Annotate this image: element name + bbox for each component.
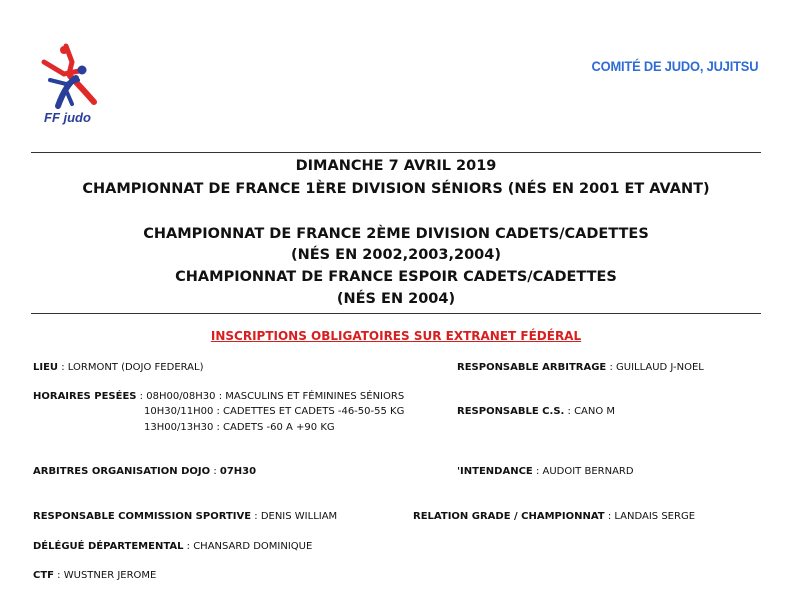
arbitres-value: 07H30 bbox=[219, 466, 257, 477]
arbitrage-label: RESPONSABLE ARBITRAGE bbox=[457, 362, 607, 373]
top-divider bbox=[31, 152, 761, 153]
title-cadets-2eme: CHAMPIONNAT DE FRANCE 2ÈME DIVISION CADETS/CADETTES bbox=[143, 226, 649, 242]
cs-label: RESPONSABLE C.S. bbox=[457, 406, 565, 417]
arbitres-line: ARBITRES ORGANISATION DOJO : 07H30 bbox=[33, 466, 257, 477]
title-espoir-years: (NÉS EN 2004) bbox=[336, 291, 456, 307]
ctf-line: CTF : WUSTNER JEROME bbox=[33, 570, 157, 581]
organization-name: COMITÉ DE JUDO, JUJITSU bbox=[591, 58, 758, 74]
intendance-line: 'INTENDANCE : AUDOIT BERNARD bbox=[457, 466, 634, 477]
horaires-line-3: 13H00/13H30 : CADETS -60 A +90 KG bbox=[144, 422, 335, 433]
commission-label: RESPONSABLE COMMISSION SPORTIVE bbox=[33, 511, 252, 522]
intendance-label: 'INTENDANCE bbox=[457, 466, 533, 477]
commission-line: RESPONSABLE COMMISSION SPORTIVE : DENIS WILLIAM bbox=[33, 511, 338, 522]
delegue-value: CHANSARD DOMINIQUE bbox=[193, 541, 313, 552]
title-seniors: CHAMPIONNAT DE FRANCE 1ÈRE DIVISION SÉNIORS (NÉS EN 2001 ET AVANT) bbox=[82, 181, 710, 197]
horaires-label: HORAIRES PESÉES bbox=[33, 391, 137, 402]
lieu-value: LORMONT (DOJO FEDERAL) bbox=[67, 362, 204, 373]
grade-value: LANDAIS SERGE bbox=[614, 511, 696, 522]
arbitrage-value: GUILLAUD J-NOEL bbox=[616, 362, 704, 373]
title-cadets-2eme-years: (NÉS EN 2002,2003,2004) bbox=[291, 247, 501, 263]
arbitrage-line: RESPONSABLE ARBITRAGE : GUILLAUD J-NOEL bbox=[457, 362, 704, 373]
horaires-line-2: 10H30/11H00 : CADETTES ET CADETS -46-50-55 KG bbox=[144, 406, 405, 417]
mid-divider bbox=[31, 313, 761, 314]
cs-line: RESPONSABLE C.S. : CANO M bbox=[457, 406, 616, 417]
inscriptions-notice bbox=[31, 329, 761, 343]
event-date: DIMANCHE 7 AVRIL 2019 bbox=[295, 158, 497, 174]
ff-judo-logo-icon bbox=[36, 40, 108, 110]
grade-label: RELATION GRADE / CHAMPIONNAT bbox=[413, 511, 605, 522]
delegue-label: DÉLÉGUÉ DÉPARTEMENTAL bbox=[33, 541, 184, 552]
cs-value: CANO M bbox=[574, 406, 616, 417]
commission-value: DENIS WILLIAM bbox=[260, 511, 338, 522]
delegue-line: DÉLÉGUÉ DÉPARTEMENTAL : CHANSARD DOMINIQUE bbox=[33, 541, 313, 552]
ctf-value: WUSTNER JEROME bbox=[63, 570, 157, 581]
ctf-label: CTF bbox=[33, 570, 54, 581]
title-espoir: CHAMPIONNAT DE FRANCE ESPOIR CADETS/CADETTES bbox=[175, 269, 617, 285]
arbitres-label: ARBITRES ORGANISATION DOJO bbox=[33, 466, 211, 477]
lieu-line: LIEU : LORMONT (DOJO FEDERAL) bbox=[33, 362, 204, 373]
inscriptions-text: INSCRIPTIONS OBLIGATOIRES SUR EXTRANET FÉDÉRAL bbox=[210, 329, 582, 343]
logo-text: FF judo bbox=[44, 110, 91, 125]
lieu-label: LIEU bbox=[33, 362, 59, 373]
grade-line: RELATION GRADE / CHAMPIONNAT : LANDAIS SERGE bbox=[413, 511, 696, 522]
horaires-line: HORAIRES PESÉES : 08H00/08H30 : MASCULINS ET FÉMININES SÉNIORS bbox=[33, 391, 405, 402]
intendance-value: AUDOIT BERNARD bbox=[542, 466, 634, 477]
horaires-line-1: 08H00/08H30 : MASCULINS ET FÉMININES SÉNIORS bbox=[146, 391, 405, 402]
